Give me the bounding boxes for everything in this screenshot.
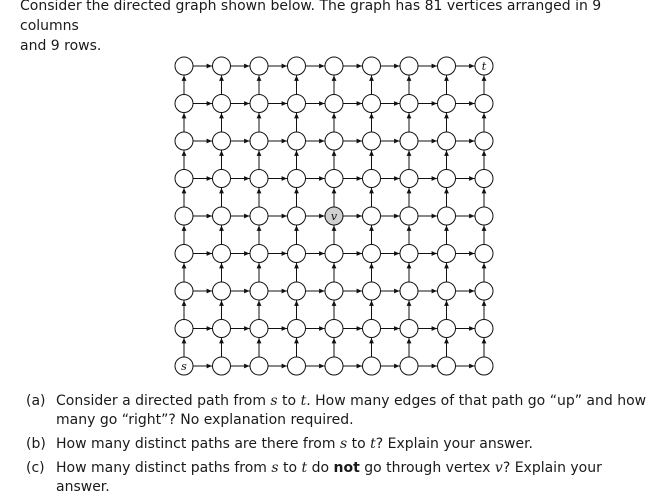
question-c-text: ? Explain your answer. — [56, 460, 602, 495]
vertex — [438, 207, 456, 225]
vertex — [475, 207, 493, 225]
vertex — [438, 320, 456, 338]
vertex — [213, 132, 231, 150]
vertex — [250, 357, 268, 375]
vertex — [475, 320, 493, 338]
vertex — [250, 57, 268, 75]
vertex — [213, 320, 231, 338]
vertex — [250, 282, 268, 300]
vertex — [213, 357, 231, 375]
vertex — [325, 132, 343, 150]
vertex — [400, 320, 418, 338]
vertex — [438, 57, 456, 75]
vertex — [175, 282, 193, 300]
vertex — [288, 170, 306, 188]
vertex — [475, 170, 493, 188]
vertex — [325, 357, 343, 375]
vertex — [363, 320, 381, 338]
vertex — [438, 170, 456, 188]
vertex — [175, 207, 193, 225]
vertex — [400, 282, 418, 300]
var-v: v — [494, 460, 503, 476]
vertex — [288, 320, 306, 338]
var-t: t — [301, 460, 308, 476]
vertex — [250, 170, 268, 188]
vertex — [475, 132, 493, 150]
vertex — [175, 95, 193, 113]
vertex-v-label: v — [330, 210, 338, 223]
vertex — [363, 207, 381, 225]
question-c-text: How many distinct paths from — [56, 460, 272, 476]
vertex — [288, 57, 306, 75]
question-a-text: Consider a directed path from — [56, 393, 271, 409]
vertex — [475, 282, 493, 300]
vertex — [213, 95, 231, 113]
vertex — [213, 170, 231, 188]
vertex — [250, 207, 268, 225]
vertex — [325, 57, 343, 75]
question-c-text: go through vertex — [359, 460, 495, 476]
vertex — [288, 207, 306, 225]
vertex — [213, 282, 231, 300]
question-b-text: to — [347, 436, 371, 452]
vertex — [400, 57, 418, 75]
vertex — [400, 95, 418, 113]
vertex — [400, 245, 418, 263]
vertex — [325, 282, 343, 300]
question-c-text: to — [278, 460, 302, 476]
vertex — [213, 57, 231, 75]
vertex — [250, 245, 268, 263]
question-a-label: (a) — [26, 393, 46, 409]
vertex — [363, 95, 381, 113]
vertex — [288, 95, 306, 113]
var-t: t — [370, 436, 376, 452]
vertex — [438, 95, 456, 113]
vertex — [475, 245, 493, 263]
vertex-s-label: s — [181, 360, 187, 373]
question-b — [26, 435, 648, 454]
question-b-text: ? Explain your answer. — [375, 436, 534, 452]
question-b-text: How many distinct paths are there from — [56, 436, 340, 452]
question-a-text: to — [277, 393, 301, 409]
question-c-label: (c) — [26, 460, 45, 476]
vertex — [475, 95, 493, 113]
var-t: t — [300, 393, 307, 409]
var-s: s — [339, 436, 348, 452]
vertex — [325, 170, 343, 188]
question-c-text: do — [307, 460, 334, 476]
var-s: s — [270, 393, 278, 409]
vertex — [175, 57, 193, 75]
vertex — [288, 132, 306, 150]
vertex — [325, 245, 343, 263]
vertex — [363, 170, 381, 188]
vertex — [175, 132, 193, 150]
vertex — [288, 357, 306, 375]
graph-vertices — [175, 57, 493, 375]
question-c — [26, 459, 648, 497]
vertex — [363, 245, 381, 263]
vertex — [438, 132, 456, 150]
vertex — [288, 282, 306, 300]
vertex — [400, 357, 418, 375]
vertex — [325, 95, 343, 113]
vertex — [363, 357, 381, 375]
question-a-text: . How many edges of that path go “up” and how many go “right”? No explanation required. — [56, 393, 647, 428]
directed-grid-graph — [166, 48, 498, 380]
question-b-label: (b) — [26, 436, 46, 452]
vertex — [250, 320, 268, 338]
vertex — [363, 57, 381, 75]
vertex — [475, 357, 493, 375]
vertex — [175, 170, 193, 188]
vertex — [175, 320, 193, 338]
intro-line-2: and 9 rows. — [20, 38, 102, 54]
vertex — [175, 245, 193, 263]
vertex — [438, 282, 456, 300]
intro-line-1: Consider the directed graph shown below. The graph has 81 vertices arranged in 9 columns — [20, 0, 602, 34]
vertex — [325, 320, 343, 338]
vertex — [438, 357, 456, 375]
vertex — [400, 132, 418, 150]
vertex — [213, 207, 231, 225]
question-list — [26, 392, 648, 502]
vertex — [288, 245, 306, 263]
vertex — [363, 132, 381, 150]
vertex — [400, 170, 418, 188]
vertex — [250, 132, 268, 150]
question-a — [26, 392, 648, 430]
vertex — [250, 95, 268, 113]
vertex — [400, 207, 418, 225]
var-s: s — [271, 460, 279, 476]
vertex — [213, 245, 231, 263]
vertex — [438, 245, 456, 263]
vertex-t-label: t — [481, 60, 487, 73]
emphasis-not: not — [333, 460, 360, 476]
vertex — [363, 282, 381, 300]
